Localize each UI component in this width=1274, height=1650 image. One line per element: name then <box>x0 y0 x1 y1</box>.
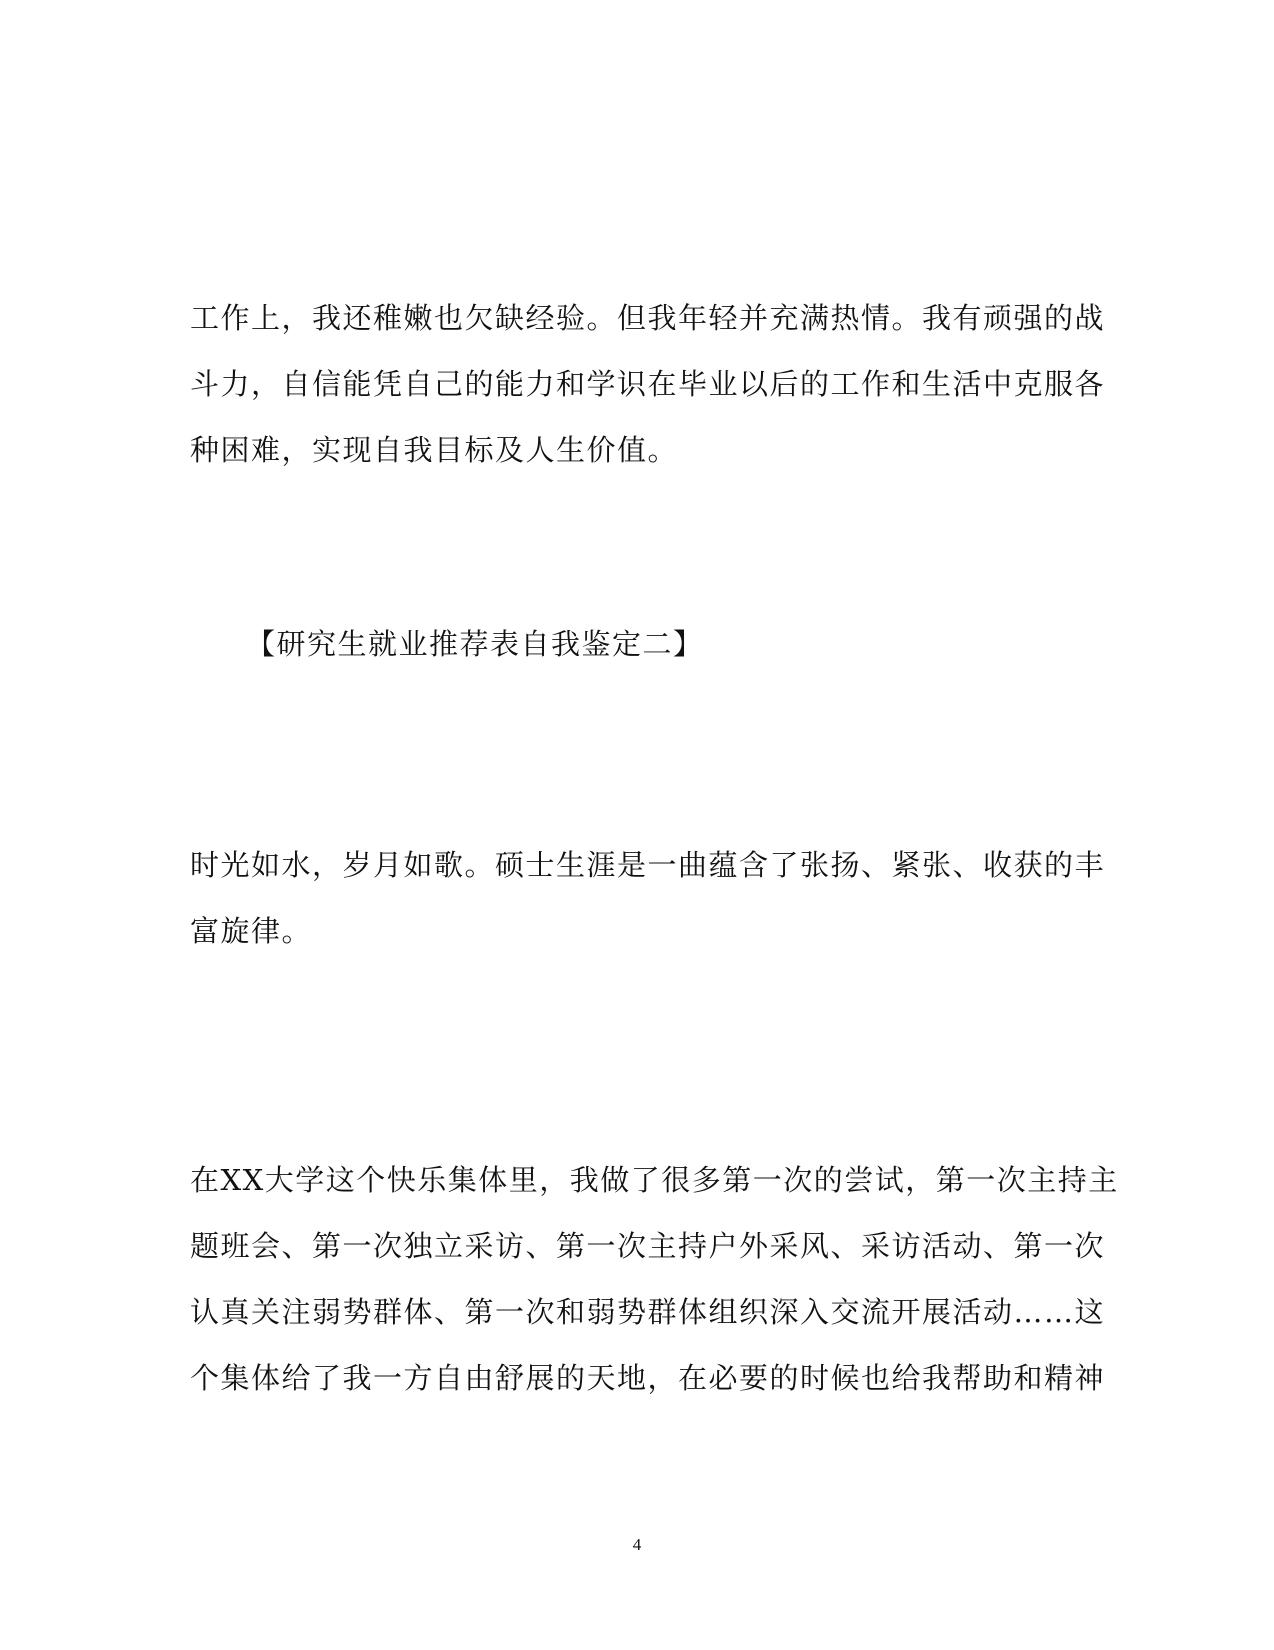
paragraph-work-experience <box>190 285 1106 483</box>
paragraph-line: 个集体给了我一方自由舒展的天地，在必要的时候也给我帮助和精神 <box>190 1361 1106 1395</box>
paragraph-line: 认真关注弱势群体、第一次和弱势群体组织深入交流开展活动……这 <box>190 1295 1106 1329</box>
section-heading: 【研究生就业推荐表自我鉴定二】 <box>246 627 704 661</box>
paragraph-line: 时光如水，岁月如歌。硕士生涯是一曲蕴含了张扬、紧张、收获的丰 <box>190 848 1106 882</box>
paragraph-university-collective <box>190 1147 1119 1411</box>
paragraph-line: 种困难，实现自我目标及人生价值。 <box>190 433 679 467</box>
paragraph-time-flows <box>190 832 1106 964</box>
paragraph-line: 富旋律。 <box>190 914 313 948</box>
paragraph-line: 工作上，我还稚嫩也欠缺经验。但我年轻并充满热情。我有顽强的战 <box>190 301 1106 335</box>
page-number: 4 <box>632 1535 642 1554</box>
paragraph-line: 题班会、第一次独立采访、第一次主持户外采风、采访活动、第一次 <box>190 1229 1106 1263</box>
paragraph-line: 斗力，自信能凭自己的能力和学识在毕业以后的工作和生活中克服各 <box>190 367 1106 401</box>
paragraph-line: 在XX大学这个快乐集体里，我做了很多第一次的尝试，第一次主持主 <box>190 1163 1119 1197</box>
